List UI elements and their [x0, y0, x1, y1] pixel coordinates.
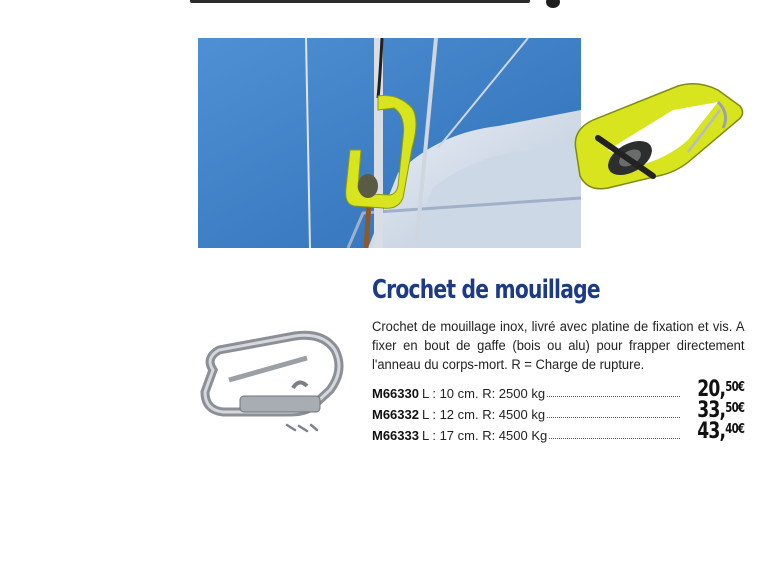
dot-leader	[549, 437, 680, 439]
price-main: 43,	[697, 419, 726, 444]
product-spec: L : 10 cm. R: 2500 kg	[421, 386, 546, 401]
price-main: 20,	[697, 377, 726, 402]
main-photo	[198, 38, 581, 248]
product-title: Crochet de mouillage	[372, 275, 600, 305]
product-reference: M66332	[372, 407, 419, 422]
price-list	[372, 377, 744, 444]
price-cents: 50€	[725, 401, 744, 416]
price-cents: 50€	[725, 380, 744, 395]
cropped-text-fragment	[190, 0, 530, 3]
product-reference: M66333	[372, 428, 419, 443]
price-row	[372, 419, 744, 444]
carabiner-photo	[195, 330, 345, 440]
price-row	[372, 398, 744, 423]
product-spec: L : 12 cm. R: 4500 kg	[421, 407, 546, 422]
product-info	[372, 275, 744, 443]
product-spec: L : 17 cm. R: 4500 Kg	[421, 428, 548, 443]
top-cropped-strip	[190, 0, 570, 10]
product-reference: M66330	[372, 386, 419, 401]
product-price	[697, 419, 744, 443]
side-photo	[568, 80, 748, 198]
dot-leader	[547, 416, 680, 418]
price-main: 33,	[697, 398, 726, 423]
product-description: Crochet de mouillage inox, livré avec platine de fixation et vis. A fixer en bout de gaffe (bois ou alu) pour frapper directement l'anneau du corps-mort. R = Charge de rupture.	[372, 319, 745, 372]
price-cents: 40€	[725, 422, 744, 437]
price-row	[372, 377, 744, 402]
dot-leader	[547, 395, 680, 397]
